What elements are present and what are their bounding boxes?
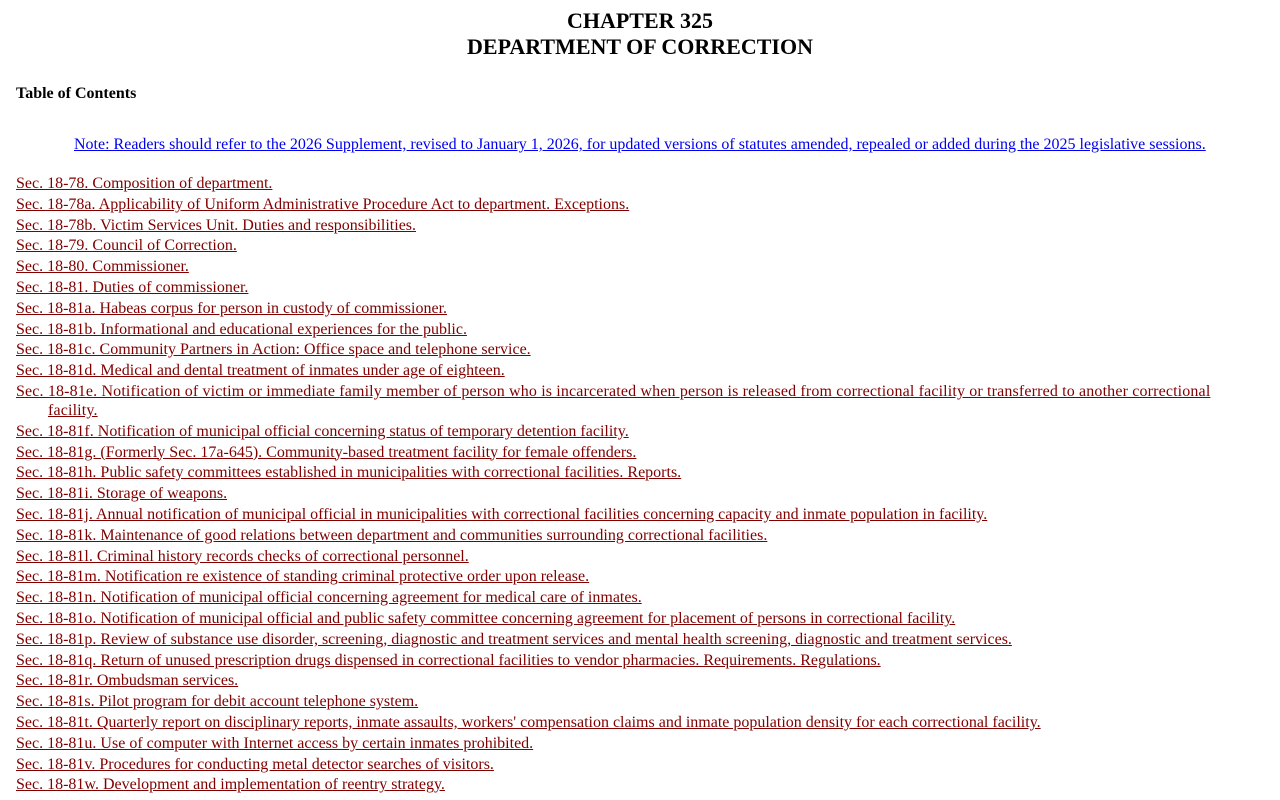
toc-item — [16, 547, 1246, 566]
supplement-note-link[interactable]: Note: Readers should refer to the 2026 Supplement, revised to January 1, 2026, for updated versions of statutes amended, repealed or added during the 2025 legislative sessions. — [74, 136, 1206, 153]
chapter-heading — [0, 8, 1280, 60]
section-link[interactable]: Sec. 18-81l. Criminal history records checks of correctional personnel. — [16, 547, 469, 565]
section-link[interactable]: Sec. 18-81d. Medical and dental treatment of inmates under age of eighteen. — [16, 362, 505, 380]
toc-item — [16, 713, 1246, 732]
section-link[interactable]: Sec. 18-79. Council of Correction. — [16, 237, 237, 255]
toc-item — [16, 257, 1246, 276]
section-link[interactable]: Sec. 18-81o. Notification of municipal official and public safety committee concerning agreement for placement of persons in correctional facility. — [16, 609, 956, 627]
chapter-number: CHAPTER 325 — [566, 8, 714, 33]
toc-item — [16, 195, 1246, 214]
toc-item — [16, 755, 1246, 774]
section-link[interactable]: Sec. 18-81v. Procedures for conducting metal detector searches of visitors. — [16, 755, 494, 773]
toc-item — [16, 505, 1246, 524]
section-link[interactable]: Sec. 18-81s. Pilot program for debit account telephone system. — [16, 693, 419, 711]
section-link[interactable]: Sec. 18-81k. Maintenance of good relations between department and communities surrounding correctional facilities. — [16, 526, 768, 544]
section-link[interactable]: Sec. 18-81j. Annual notification of municipal official in municipalities with correctional facilities concerning capacity and inmate population in facility. — [16, 505, 988, 523]
toc-item — [16, 463, 1246, 482]
table-of-contents-list — [16, 174, 1246, 796]
toc-item — [16, 216, 1246, 235]
toc-item — [16, 775, 1246, 794]
section-link[interactable]: Sec. 18-80. Commissioner. — [16, 258, 189, 276]
section-link[interactable]: Sec. 18-81m. Notification re existence of standing criminal protective order upon release. — [16, 568, 590, 586]
toc-item — [16, 299, 1246, 318]
toc-heading: Table of Contents — [16, 85, 137, 102]
section-link[interactable]: Sec. 18-81r. Ombudsman services. — [16, 672, 239, 690]
toc-item — [16, 278, 1246, 297]
section-link[interactable]: Sec. 18-81g. (Formerly Sec. 17a-645). Community-based treatment facility for female offenders. — [16, 443, 637, 461]
section-link[interactable]: Sec. 18-81b. Informational and educational experiences for the public. — [16, 320, 467, 338]
toc-item — [16, 567, 1246, 586]
toc-item — [16, 651, 1246, 670]
section-link[interactable]: Sec. 18-81n. Notification of municipal official concerning agreement for medical care of inmates. — [16, 589, 642, 607]
toc-item — [16, 671, 1246, 690]
toc-item — [16, 484, 1246, 503]
toc-item — [16, 734, 1246, 753]
section-link[interactable]: Sec. 18-81w. Development and implementation of reentry strategy. — [16, 776, 445, 794]
toc-item — [16, 443, 1246, 462]
toc-item — [16, 361, 1246, 380]
toc-item — [16, 588, 1246, 607]
toc-item — [16, 609, 1246, 628]
section-link[interactable]: Sec. 18-81p. Review of substance use disorder, screening, diagnostic and treatment services and mental health screening, diagnostic and treatment services. — [16, 630, 1012, 648]
toc-item — [16, 174, 1246, 193]
toc-item — [16, 236, 1246, 255]
toc-item — [16, 692, 1246, 711]
toc-item — [16, 320, 1246, 339]
chapter-title: DEPARTMENT OF CORRECTION — [467, 34, 813, 59]
section-link[interactable]: Sec. 18-81e. Notification of victim or immediate family member of person who is incarcerated when person is released from correctional facility or transferred to another correctional facility. — [16, 382, 1211, 419]
section-link[interactable]: Sec. 18-78b. Victim Services Unit. Duties and responsibilities. — [16, 216, 417, 234]
toc-item — [16, 382, 1246, 420]
toc-item — [16, 422, 1246, 441]
section-link[interactable]: Sec. 18-78a. Applicability of Uniform Administrative Procedure Act to department. Exceptions. — [16, 195, 630, 213]
section-link[interactable]: Sec. 18-81h. Public safety committees established in municipalities with correctional facilities. Reports. — [16, 464, 682, 482]
section-link[interactable]: Sec. 18-81i. Storage of weapons. — [16, 485, 228, 503]
toc-item — [16, 340, 1246, 359]
section-link[interactable]: Sec. 18-78. Composition of department. — [16, 175, 273, 192]
section-link[interactable]: Sec. 18-81f. Notification of municipal official concerning status of temporary detention facility. — [16, 422, 629, 440]
toc-item — [16, 630, 1246, 649]
section-link[interactable]: Sec. 18-81. Duties of commissioner. — [16, 278, 249, 296]
section-link[interactable]: Sec. 18-81u. Use of computer with Internet access by certain inmates prohibited. — [16, 734, 534, 752]
section-link[interactable]: Sec. 18-81c. Community Partners in Action: Office space and telephone service. — [16, 341, 531, 359]
section-link[interactable]: Sec. 18-81a. Habeas corpus for person in custody of commissioner. — [16, 299, 448, 317]
toc-item — [16, 526, 1246, 545]
section-link[interactable]: Sec. 18-81q. Return of unused prescription drugs dispensed in correctional facilities to vendor pharmacies. Requirements. Regulations. — [16, 651, 881, 669]
section-link[interactable]: Sec. 18-81t. Quarterly report on disciplinary reports, inmate assaults, workers' compensation claims and inmate population density for each correctional facility. — [16, 713, 1041, 731]
